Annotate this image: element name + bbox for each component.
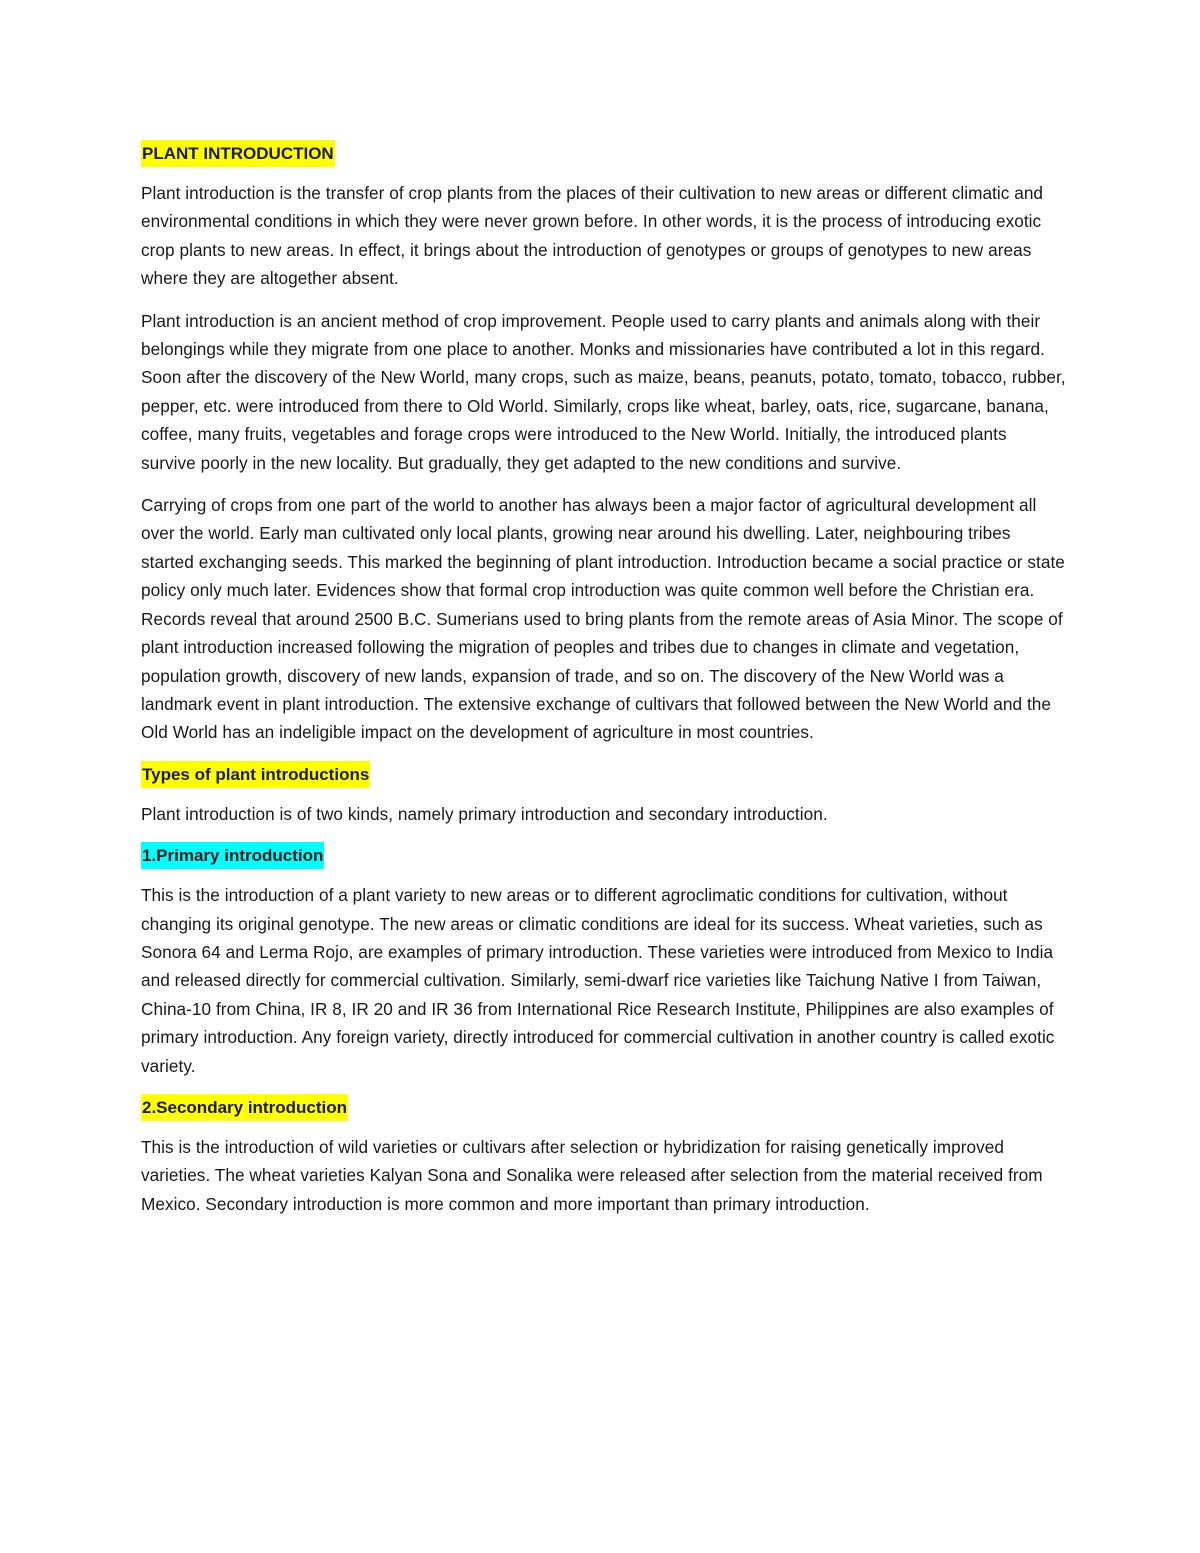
primary-paragraph: This is the introduction of a plant variety to new areas or to different agroclimatic conditions for cultivation, without changing its original genotype. The new areas or climatic conditions are ideal for its success. Wheat varieties, such as Sonora 64 and Lerma Rojo, are examples of primary introduction. These varieties were introduced from Mexico to India and released directly for commercial cultivation. Similarly, semi-dwarf rice varieties like Taichung Native I from Taiwan, China-10 from China, IR 8, IR 20 and IR 36 from International Rice Research Institute, Philippines are also examples of primary introduction. Any foreign variety, directly introduced for commercial cultivation in another country is called exotic variety. xyxy=(141,885,1055,1076)
title-block xyxy=(141,140,1066,167)
document-page xyxy=(141,140,1066,1218)
types-heading: Types of plant introductions xyxy=(141,761,370,788)
primary-heading: 1.Primary introduction xyxy=(141,842,324,869)
intro-paragraph-3: Carrying of crops from one part of the world to another has always been a major factor of agricultural development all over the world. Early man cultivated only local plants, growing near around his dwelling. Later, neighbouring tribes started exchanging seeds. This marked the beginning of plant introduction. Introduction became a social practice or state policy only much later. Evidences show that formal crop introduction was quite common well before the Christian era. Records reveal that around 2500 B.C. Sumerians used to bring plants from the remote areas of Asia Minor. The scope of plant introduction increased following the migration of peoples and tribes due to changes in climate and vegetation, population growth, discovery of new lands, expansion of trade, and so on. The discovery of the New World was a landmark event in plant introduction. The extensive exchange of cultivars that followed between the New World and the Old World has an indeligible impact on the development of agriculture in most countries. xyxy=(141,495,1065,743)
secondary-heading-block xyxy=(141,1094,1066,1121)
primary-heading-block xyxy=(141,842,1066,869)
secondary-heading: 2.Secondary introduction xyxy=(141,1094,348,1121)
intro-paragraph-2: Plant introduction is an ancient method of crop improvement. People used to carry plants and animals along with their belongings while they migrate from one place to another. Monks and missionaries have contributed a lot in this regard. Soon after the discovery of the New World, many crops, such as maize, beans, peanuts, potato, tomato, tobacco, rubber, pepper, etc. were introduced from there to Old World. Similarly, crops like wheat, barley, oats, rice, sugarcane, banana, coffee, many fruits, vegetables and forage crops were introduced to the New World. Initially, the introduced plants survive poorly in the new locality. But gradually, they get adapted to the new conditions and survive. xyxy=(141,310,1066,473)
types-paragraph: Plant introduction is of two kinds, namely primary introduction and secondary introduction. xyxy=(141,803,828,824)
types-heading-block xyxy=(141,761,1066,788)
secondary-paragraph: This is the introduction of wild varieties or cultivars after selection or hybridization for raising genetically improved varieties. The wheat varieties Kalyan Sona and Sonalika were released after selection from the material received from Mexico. Secondary introduction is more common and more important than primary introduction. xyxy=(141,1136,1043,1214)
page-title: PLANT INTRODUCTION xyxy=(141,140,335,167)
intro-paragraph-1: Plant introduction is the transfer of crop plants from the places of their cultivation to new areas or different climatic and environmental conditions in which they were never grown before. In other words, it is the process of introducing exotic crop plants to new areas. In effect, it brings about the introduction of genotypes or groups of genotypes to new areas where they are altogether absent. xyxy=(141,183,1044,289)
